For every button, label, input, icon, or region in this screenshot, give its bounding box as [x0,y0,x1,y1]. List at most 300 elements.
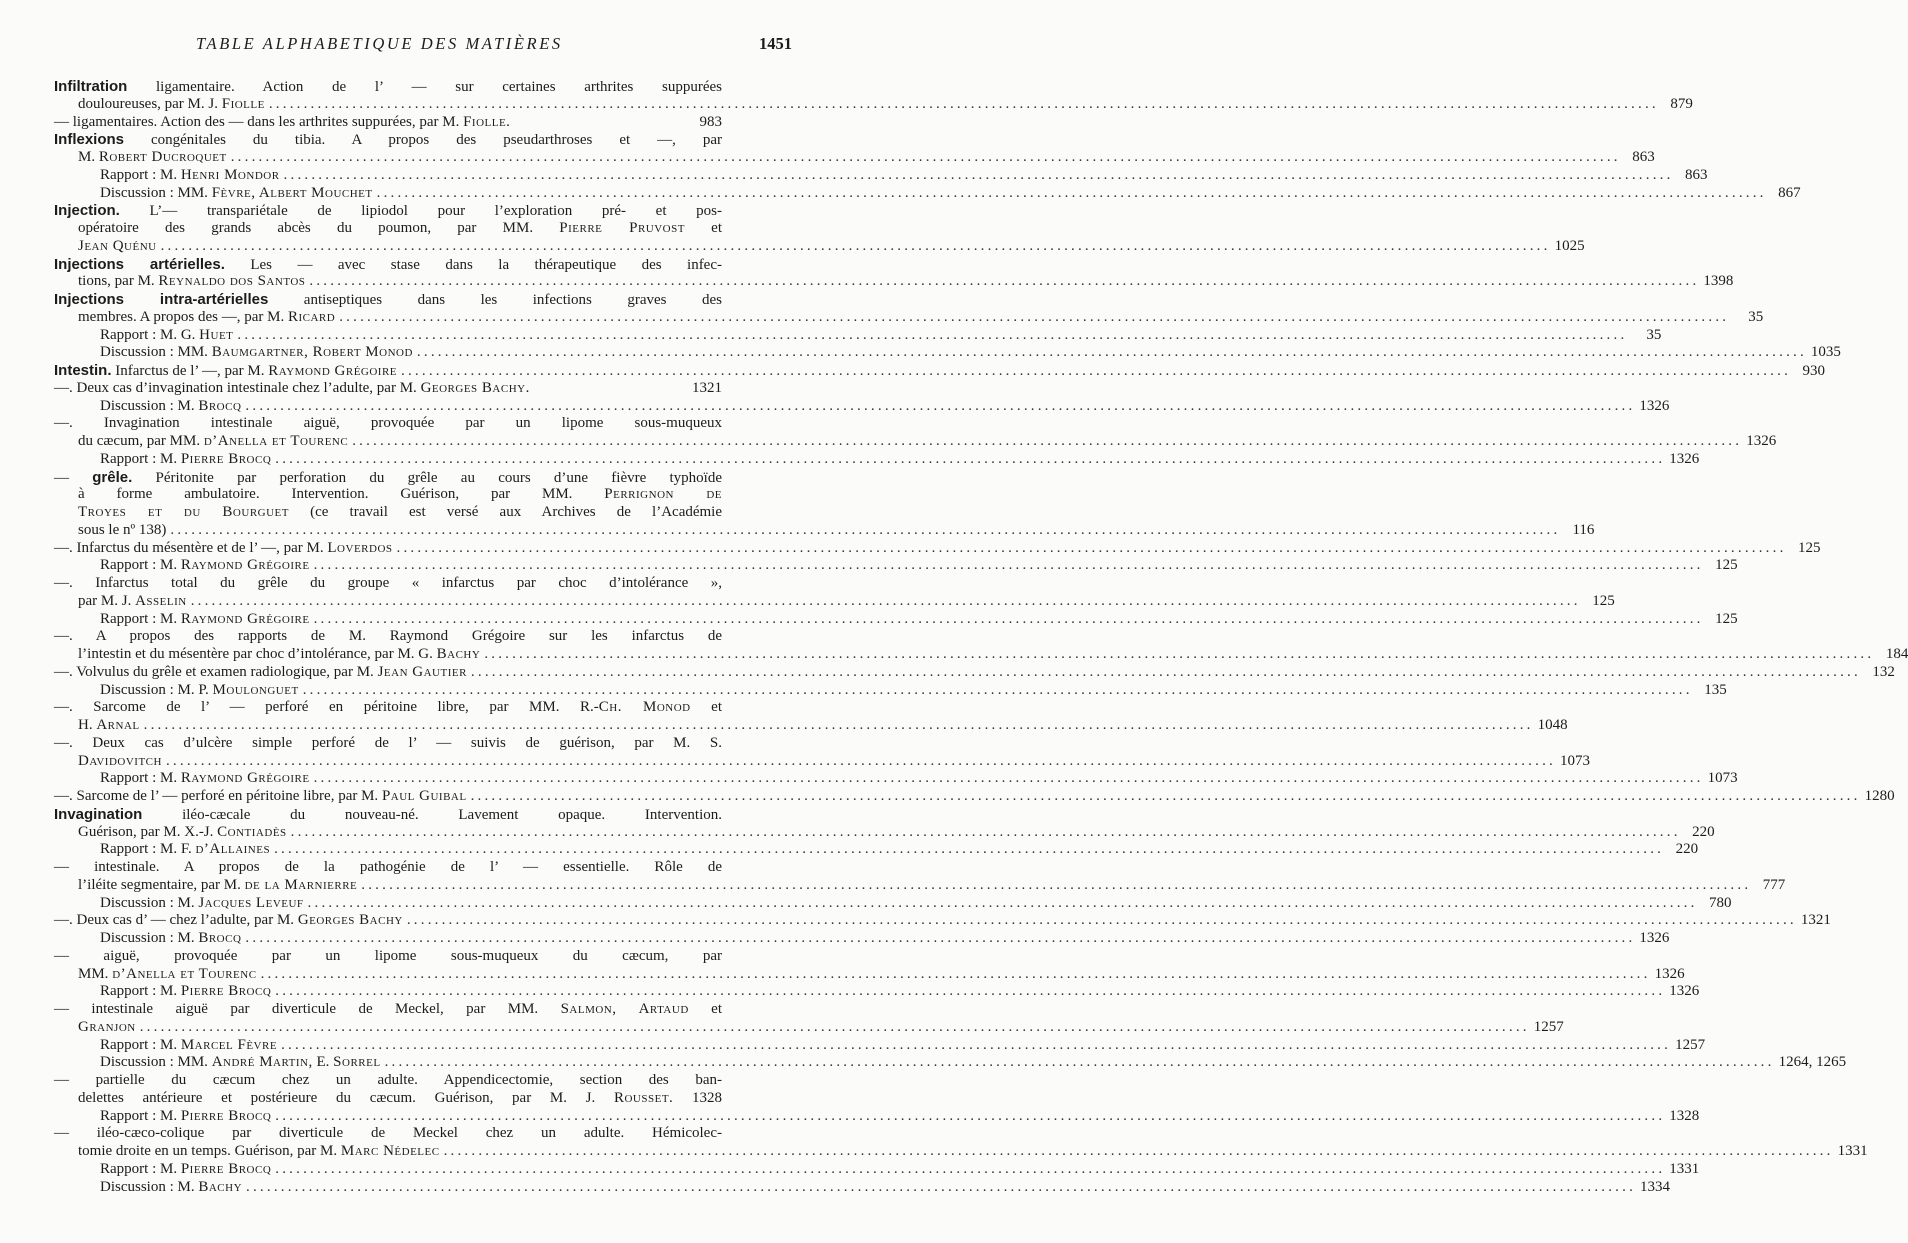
index-line [54,273,1734,291]
dot-leader: ........................................................................................................................................................................................................ [470,788,1861,804]
index-line [54,681,1727,700]
author-name: Rousset. [613,1089,674,1106]
entry-body [100,1108,271,1126]
page-reference: 125 [1798,539,1821,556]
index-line [54,628,722,646]
entry-text: ligamentaire. Action de l’ — sur certaines arthrites suppurées [127,79,722,95]
author-name: Raymond Grégoire [180,770,310,787]
page-reference: 125 [1715,610,1738,627]
index-line [54,95,1693,114]
entry-text: Infarctus de l’ —, par M. [111,363,269,379]
dot-leader: ........................................................................................................................................................................................................ [376,184,1767,201]
entry-text: iléo-cæcale du nouveau-né. Lavement opaque. Intervention. [142,806,722,823]
page-reference: 863 [1632,149,1655,165]
author-name: Perrignon de [604,486,722,503]
index-line [54,646,1908,664]
entry-body [78,433,348,451]
entry-body [78,824,287,842]
entry-body [78,309,335,327]
entry-text: Discussion : M. [100,397,199,414]
entry-text: sous le nº 138) [78,521,167,538]
entry-body [100,1161,271,1179]
index-line [54,1036,1706,1055]
author-name: Moulonguet [212,681,299,698]
entry-text: à forme ambulatoire. Intervention. Guérison, par MM. [78,486,605,503]
entry-text: —. Infarctus total du grêle du groupe « infarctus par choc d’intolérance », [54,575,722,591]
entry-body [78,753,162,771]
index-line [54,166,1708,185]
dot-leader: ........................................................................................................................................................................................................ [245,397,1636,414]
page-reference: 1328 [1669,1107,1700,1124]
page-reference: 1280 [1864,788,1895,804]
entry-body [78,966,257,984]
dot-leader: ........................................................................................................................................................................................................ [275,1160,1666,1177]
index-line [54,308,1764,327]
author-name: Huet [199,326,234,343]
entry-text: —. Sarcome de l’ — perforé en péritoine libre, par MM. R.- [54,699,599,716]
entry-body [100,895,304,913]
author-name: Pierre Brocq [180,1107,272,1124]
index-line [54,362,1826,380]
page-reference: 125 [1592,592,1615,609]
entry-body [54,114,510,132]
entry-body [100,327,233,345]
index-line [54,788,1895,806]
index-line [54,237,1585,256]
author-name: Bachy [436,646,481,662]
author-name: d’Anella et Tourenc [112,965,257,982]
index-line [54,415,722,433]
index-line [54,1107,1700,1126]
entry-body [78,238,157,256]
page-number: 1451 [759,34,792,53]
entry-body [100,185,373,203]
entry-body [100,841,270,859]
author-name: Ricard [287,308,336,325]
author-name: Sorrel [333,1054,381,1071]
page-reference: 1398 [1703,273,1734,290]
entry-text: —. Deux cas d’invagination intestinale chez l’adulte, par M. [54,379,421,396]
index-line [54,1054,1847,1072]
entry-text: et [688,1001,722,1017]
index-line [54,557,1738,575]
entry-text: Péritonite par perforation du grêle au cours d’une fièvre typhoïde [132,469,723,486]
entry-body [100,398,241,416]
page-reference: 1073 [1559,752,1590,769]
index-line [54,948,722,966]
page-reference: 125 [1715,557,1738,574]
entry-text: E. [312,1054,334,1071]
index-line [54,256,722,274]
page-reference: 780 [1709,894,1732,911]
entry-body [100,611,310,629]
entry-text: —. Sarcome de l’ — perforé en péritoine libre, par M. [54,788,382,804]
index-line [54,912,1831,930]
running-title: TABLE ALPHABETIQUE DES MATIÈRES [196,34,563,53]
entry-headword: Inflexions [54,131,125,149]
index-line [54,114,722,132]
entry-text: Rapport : M. [100,983,181,1000]
index-line [54,823,1715,842]
page-reference: 35 [1748,308,1764,325]
entry-text: Discussion : M. [100,930,199,946]
entry-text: Rapport : M. [100,1107,181,1124]
index-line [54,486,722,504]
dot-leader: ........................................................................................................................................................................................................ [307,894,1698,911]
index-line [54,539,1821,558]
entry-body [54,664,467,682]
author-name: Jacques Leveuf [198,894,304,911]
entry-body [100,167,280,185]
entry-body [100,682,299,700]
index-line [54,344,1841,362]
entry-text: — [54,469,93,486]
index-line [54,78,722,96]
entry-body [78,717,140,735]
index-line [54,220,722,238]
index-line [54,859,722,877]
entry-text: du cæcum, par MM. [78,433,204,449]
index-line [54,1160,1700,1179]
entry-text: tomie droite en un temps. Guérison, par M. [78,1143,341,1159]
page-reference: 135 [1704,681,1727,698]
entry-text: Les — avec stase dans la thérapeutique des infec- [224,256,722,273]
author-name: d’Anella et Tourenc [203,433,349,449]
dot-leader: ........................................................................................................................................................................................................ [260,965,1651,982]
author-name: Raymond Grégoire [180,610,310,627]
dot-leader: ........................................................................................................................................................................................................ [281,1036,1672,1053]
dot-leader: ........................................................................................................................................................................................................ [268,95,1659,112]
page-reference: 35 [1646,326,1662,343]
page-reference: 1257 [1533,1018,1564,1035]
entry-text: antiseptiques dans les infections graves des [268,292,722,308]
index-line [54,663,1895,682]
dot-leader: ........................................................................................................................................................................................................ [443,1143,1834,1159]
index-line [54,575,722,593]
page-reference: 1048 [1537,717,1568,733]
entry-text: membres. A propos des —, par M. [78,308,288,325]
dot-leader: ........................................................................................................................................................................................................ [275,1107,1666,1124]
author-name: Ch. Monod [598,699,691,716]
index-line [54,433,1777,451]
entry-body [54,540,393,558]
dot-leader: ........................................................................................................................................................................................................ [245,930,1636,946]
dot-leader: ........................................................................................................................................................................................................ [406,912,1797,929]
entry-text: Discussion : MM. [100,1054,212,1071]
dot-leader: ........................................................................................................................................................................................................ [313,770,1704,787]
entry-body [78,522,166,540]
dot-leader: ........................................................................................................................................................................................................ [352,433,1743,449]
dot-leader: ........................................................................................................................................................................................................ [384,1054,1775,1071]
author-name: Bachy [198,1178,243,1195]
page-reference: 1326 [1639,397,1670,414]
index-line [54,450,1700,469]
entry-text: —. A propos des rapports de M. Raymond Grégoire sur les infarctus de [54,628,722,645]
index-line [54,326,1662,345]
page-reference: 1326 [1669,450,1700,467]
index-line [54,876,1786,895]
index-line [54,1178,1671,1197]
author-name: Jean Quénu [78,237,157,254]
page-reference: 220 [1692,823,1715,840]
entry-text: (ce travail est versé aux Archives de l’Académie [288,504,723,520]
index-line [54,592,1615,611]
index-line [54,397,1670,416]
author-name: d’Allaines [195,841,271,858]
dot-leader: ........................................................................................................................................................................................................ [246,1178,1637,1195]
index-line [54,806,722,824]
author-name: Fèvre, Albert Mouchet [211,184,373,201]
page-reference: 1265 [1816,1054,1847,1071]
dot-leader: ........................................................................................................................................................................................................ [309,273,1700,290]
page-reference: 116 [1572,521,1595,538]
dot-leader: ........................................................................................................................................................................................................ [237,326,1628,343]
entry-text: —. Deux cas d’ — chez l’adulte, par M. [54,912,298,929]
entry-body [78,646,480,664]
author-name: Asselin [135,592,187,609]
entry-text: Rapport : M. [100,1036,181,1053]
entry-text: H. [78,717,97,733]
entry-text: Discussion : M. [100,1178,199,1195]
index-line [54,965,1685,984]
index-line [54,1090,722,1108]
entry-text: — intestinale aiguë par diverticule de Meckel, par MM. [54,1001,561,1017]
entry-text: par M. J. [78,592,136,609]
index-line [54,735,722,753]
entry-body [100,451,271,469]
page-reference: 1326 [1654,965,1685,982]
author-name: Loverdos [327,539,393,556]
page-reference: 132 [1872,663,1895,680]
entry-body [78,593,187,611]
author-name: Pierre Brocq [180,450,272,467]
page-reference: 983 [699,113,722,130]
author-name: André Martin, [211,1054,313,1071]
page-reference: 879 [1670,95,1693,112]
index-line [54,1125,722,1143]
page-reference: 1035 [1810,344,1841,361]
page-reference: 1326 [1746,433,1777,449]
entry-body [78,96,265,114]
author-name: Pierre Brocq [180,1160,272,1177]
index-line [54,699,722,717]
entry-text: Rapport : M. G. [100,326,200,343]
index-line [54,469,722,487]
dot-leader: ........................................................................................................................................................................................................ [313,610,1704,627]
entry-text: — intestinale. A propos de la pathogénie de l’ — essentielle. Rôle de [54,859,722,875]
entry-headword: Intestin. [54,362,112,379]
entry-text: douloureuses, par M. J. [78,95,222,112]
index-line [54,1072,722,1090]
dot-leader: ........................................................................................................................................................................................................ [143,717,1534,733]
author-name: Troyes et du Bourguet [78,504,289,520]
page-reference: 1257 [1675,1036,1706,1053]
dot-leader: ........................................................................................................................................................................................................ [170,521,1561,538]
page-reference: 867 [1778,184,1801,201]
entry-headword: Infiltration [54,78,128,95]
index-line [54,717,1568,735]
page-reference: 1326 [1639,930,1670,946]
page-reference: 930 [1802,363,1826,379]
author-name: Marcel Fèvre [180,1036,278,1053]
page-reference: 1321 [692,379,722,396]
author-name: Baumgartner, Robert Monod [211,344,413,361]
dot-leader: ........................................................................................................................................................................................................ [275,450,1666,467]
author-name: Davidovitch [78,752,162,769]
dot-leader: ........................................................................................................................................................................................................ [339,308,1730,325]
author-name: Robert Ducroquet [98,149,227,165]
entry-body [100,770,310,788]
entry-text: — iléo-cæco-colique par diverticule de Meckel chez un adulte. Hémicolec- [54,1125,722,1142]
author-name: Fiolle. [463,113,511,130]
author-name: Marc Nédelec [340,1143,440,1159]
entry-text: —. Infarctus du mésentère et de l’ —, par M. [54,539,328,556]
entry-text: — aiguë, provoquée par un lipome sous-muqueux du cæcum, par [54,947,722,964]
entry-text: tions, par M. [78,273,159,290]
author-name: Henri Mondor [180,166,280,183]
entry-subheadword: grêle. [92,468,133,486]
entry-text: Rapport : M. [100,557,181,574]
entry-text: — partielle du cæcum chez un adulte. Appendicectomie, section des ban- [54,1072,722,1088]
entry-text: opératoire des grands abcès du poumon, par MM. [78,220,560,236]
index-line [54,841,1699,859]
dot-leader: ........................................................................................................................................................................................................ [283,166,1674,183]
entry-text: Rapport : M. [100,1160,181,1177]
author-name: Raymond Grégoire [180,557,310,574]
entry-text: Rapport : M. [100,166,181,183]
entry-text: Discussion : M. P. [100,681,213,698]
entry-text: MM. [78,965,113,982]
entry-body [100,1037,277,1055]
dot-leader: ........................................................................................................................................................................................................ [139,1018,1530,1035]
author-name: Paul Guibal [381,788,467,804]
author-name: Pierre Pruvost [559,220,685,236]
index-line [54,983,1700,1001]
entry-body [54,380,530,398]
author-name: Reynaldo dos Santos [158,273,306,290]
entry-text: M. [78,149,99,165]
index-line [54,184,1801,203]
page-reference: 1331 [1837,1143,1868,1159]
author-name: Pierre Brocq [180,983,272,1000]
page-header [0,34,800,54]
page-reference: 777 [1762,876,1786,893]
page-reference: 1073 [1707,770,1738,787]
author-name: Contiadès [217,823,287,840]
entry-text: et [690,699,722,716]
dot-leader: ........................................................................................................................................................................................................ [470,663,1861,680]
entry-text: l’iléite segmentaire, par M. [78,876,245,893]
entry-text: delettes antérieure et postérieure du cæcum. Guérison, par M. J. [78,1089,614,1106]
entry-text: —. Invagination intestinale aiguë, provoquée par un lipome sous-muqueux [54,415,722,432]
dot-leader: ........................................................................................................................................................................................................ [396,539,1787,556]
dot-leader: ........................................................................................................................................................................................................ [401,363,1792,379]
dot-leader: ........................................................................................................................................................................................................ [190,592,1581,609]
entry-text: 1328 [673,1089,722,1106]
dot-leader: ........................................................................................................................................................................................................ [290,823,1681,840]
entry-body [78,1019,136,1037]
dot-leader: ........................................................................................................................................................................................................ [361,876,1752,893]
index-line [54,1018,1564,1037]
index-line [54,202,722,220]
entry-text: Discussion : MM. [100,344,212,361]
entry-text: et [684,220,723,236]
index-line [54,149,1655,167]
entry-text: Discussion : MM. [100,184,212,201]
author-name: Brocq [198,397,242,414]
entry-body [100,930,241,948]
index-line [54,504,722,522]
dot-leader: ........................................................................................................................................................................................................ [484,646,1875,662]
entry-body [100,344,413,362]
entry-text: Rapport : M. [100,770,181,787]
entry-text: congénitales du tibia. A propos des pseudarthroses et —, par [124,132,722,149]
page-reference: 1334 [1640,1178,1671,1195]
entry-text: Rapport : M. [100,450,181,467]
dot-leader: ........................................................................................................................................................................................................ [274,841,1665,858]
entry-body [54,912,403,930]
index-line [54,131,722,149]
page-reference: 1025 [1554,237,1585,254]
author-name: Salmon, Artaud [560,1001,689,1017]
index-entries [54,78,1908,1196]
page-reference: 863 [1685,166,1708,183]
dot-leader: ........................................................................................................................................................................................................ [160,237,1551,254]
author-name: Arnal [96,717,140,733]
entry-body [78,877,357,895]
entry-body [78,1143,440,1161]
author-name: Georges Bachy. [420,379,530,396]
index-line [54,610,1738,629]
dot-leader: ........................................................................................................................................................................................................ [313,557,1704,574]
author-name: de la Marnierre [244,876,358,893]
index-line [54,291,722,309]
entry-body [54,362,397,381]
entry-text: —. Volvulus du grêle et examen radiologique, par M. [54,663,378,680]
page-reference: 1264, 1265 [1778,1054,1847,1071]
entry-body [100,1179,242,1197]
dot-leader: ........................................................................................................................................................................................................ [416,344,1807,361]
page-reference: 220 [1675,841,1699,858]
entry-body [100,557,310,575]
entry-headword: Injections intra-artérielles [54,291,269,308]
entry-text: Rapport : M. [100,610,181,627]
entry-body [100,983,271,1001]
entry-text: —. Deux cas d’ulcère simple perforé de l’ — suivis de guérison, par M. S. [54,734,722,751]
page-reference: 1326 [1669,983,1700,1000]
index-line [54,752,1590,771]
entry-text: — ligamentaires. Action des — dans les arthrites suppurées, par M. [54,113,464,130]
entry-text: Rapport : M. F. [100,841,196,858]
entry-text: Discussion : M. [100,894,199,911]
page-reference: 1331 [1669,1160,1700,1177]
entry-body [54,788,467,806]
dot-leader: ........................................................................................................................................................................................................ [302,681,1693,698]
index-line [54,770,1738,788]
author-name: Brocq [198,930,242,946]
entry-body [100,1054,381,1072]
index-line [54,1143,1868,1161]
author-name: Jean Gautier [377,663,467,680]
dot-leader: ........................................................................................................................................................................................................ [275,983,1666,1000]
dot-leader: ........................................................................................................................................................................................................ [165,752,1556,769]
author-name: Raymond Grégoire [268,363,398,379]
dot-leader: ........................................................................................................................................................................................................ [230,149,1621,165]
entry-text: l’intestin et du mésentère par choc d’intolérance, par M. G. [78,646,437,662]
author-name: Georges Bachy [297,912,403,929]
entry-headword: Invagination [54,805,143,823]
entry-body [78,273,305,291]
